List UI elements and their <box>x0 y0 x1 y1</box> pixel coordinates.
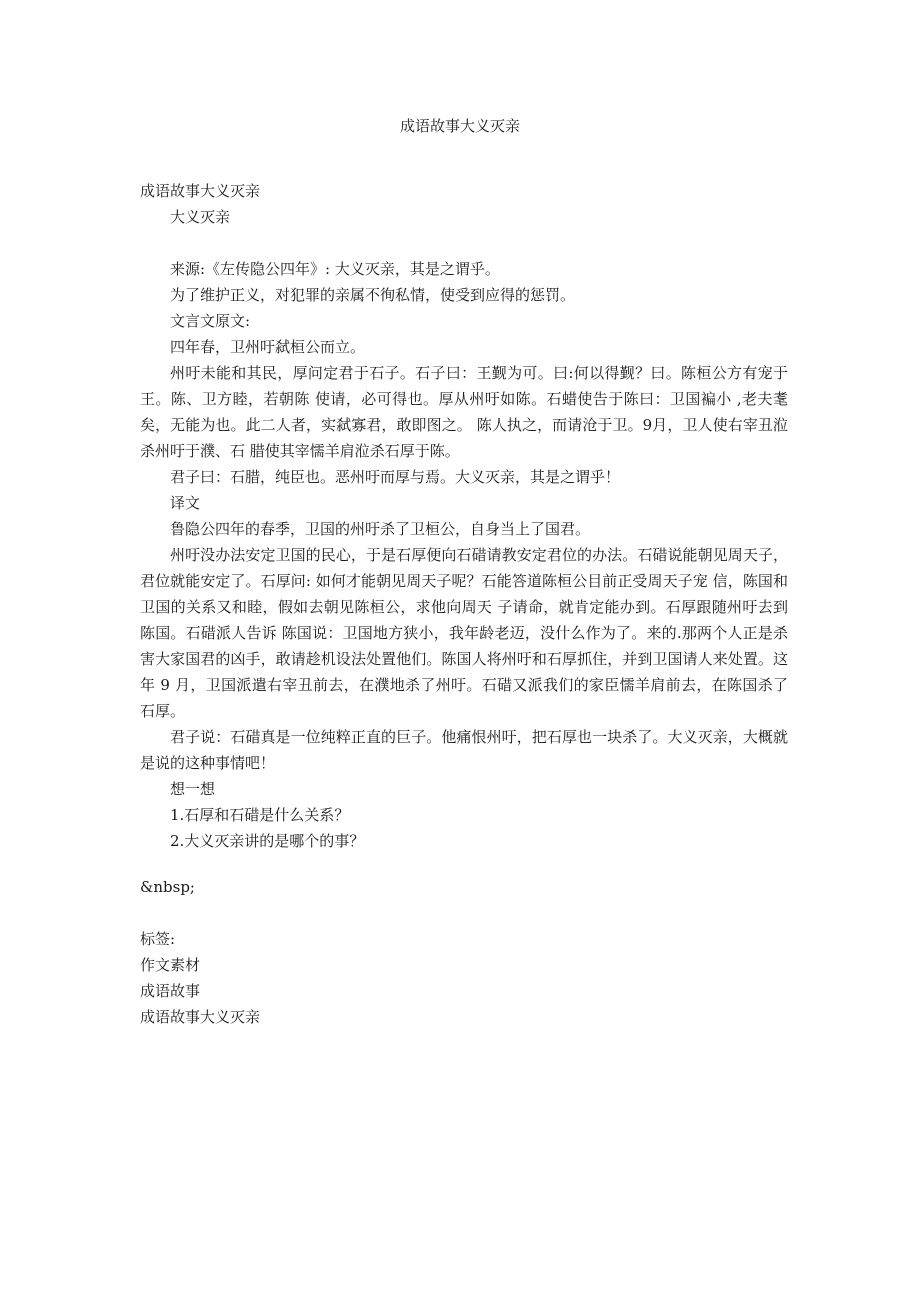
question-item: 2.大义灭亲讲的是哪个的事？ <box>170 832 365 850</box>
article-body <box>140 178 788 1030</box>
tag-link[interactable]: 作文素材 <box>140 956 201 974</box>
article-subheading: 大义灭亲 <box>170 208 231 226</box>
page-title: 成语故事大义灭亲 <box>399 117 520 135</box>
question-item: 1.石厚和石碏是什么关系？ <box>170 806 350 824</box>
translation-paragraph: 鲁隐公四年的春季，卫国的州吁杀了卫桓公，自身当上了国君。 <box>170 520 591 538</box>
article-heading: 成语故事大义灭亲 <box>140 182 261 200</box>
translation-label: 译文 <box>170 494 201 512</box>
tag-link[interactable]: 成语故事大义灭亲 <box>140 1008 261 1026</box>
original-paragraph: 州吁未能和其民，厚问定君于石子。石子曰：王觐为可。曰:何以得觐？曰。陈桓公方有宠于王。陈、卫方睦，若朝陈 使请，必可得也。厚从州吁如陈。石蜡使告于陈曰：卫国褊小 ,老夫耄矣，无能为也。此二人者，实弑寡君，敢即图之。 陈人执之，而请沧于卫。9月，卫人使右宰丑涖杀州吁于濮、石 腊使其宰懦羊肩涖杀石厚于陈。 <box>140 364 788 460</box>
meaning-line: 为了维护正义，对犯罪的亲属不徇私情，使受到应得的惩罚。 <box>170 286 576 304</box>
think-label: 想一想 <box>170 780 216 798</box>
nbsp-text: &nbsp; <box>140 878 195 896</box>
translation-paragraph: 君子说：石碏真是一位纯粹正直的巨子。他痛恨州吁，把石厚也一块杀了。大义灭亲，大概就是说的这种事情吧！ <box>140 728 788 772</box>
tag-link[interactable]: 成语故事 <box>140 982 201 1000</box>
tags-label: 标签: <box>140 930 176 948</box>
original-paragraph: 君子曰：石腊，纯臣也。恶州吁而厚与焉。大义灭亲，其是之谓乎！ <box>170 468 621 486</box>
original-label: 文言文原文: <box>170 312 251 330</box>
tags-section <box>140 926 788 1030</box>
spacer <box>140 230 788 256</box>
translation-paragraph: 州吁没办法安定卫国的民心，于是石厚便向石碏请教安定君位的办法。石碏说能朝见周天子，君位就能安定了。石厚问: 如何才能朝见周天子呢？石能答道陈桓公目前正受周天子宠 信，陈国和卫国的关系又和睦，假如去朝见陈桓公，求他向周天 子请命，就肯定能办到。石厚跟随州吁去到陈国。石碏派人告诉 陈国说：卫国地方狭小，我年龄老迈，没什么作为了。来的.那两个人正是杀害大家国君的凶手，敢请趁机设法处置他们。陈国人将州吁和石厚抓住，并到卫国请人来处置。这年 9 月，卫国派遣右宰丑前去，在濮地杀了州吁。石碏又派我们的家臣懦羊肩前去，在陈国杀了石厚。 <box>140 546 788 720</box>
source-line: 来源:《左传隐公四年》: 大义灭亲，其是之谓乎。 <box>170 260 500 278</box>
original-paragraph: 四年春，卫州吁弑桓公而立。 <box>170 338 366 356</box>
